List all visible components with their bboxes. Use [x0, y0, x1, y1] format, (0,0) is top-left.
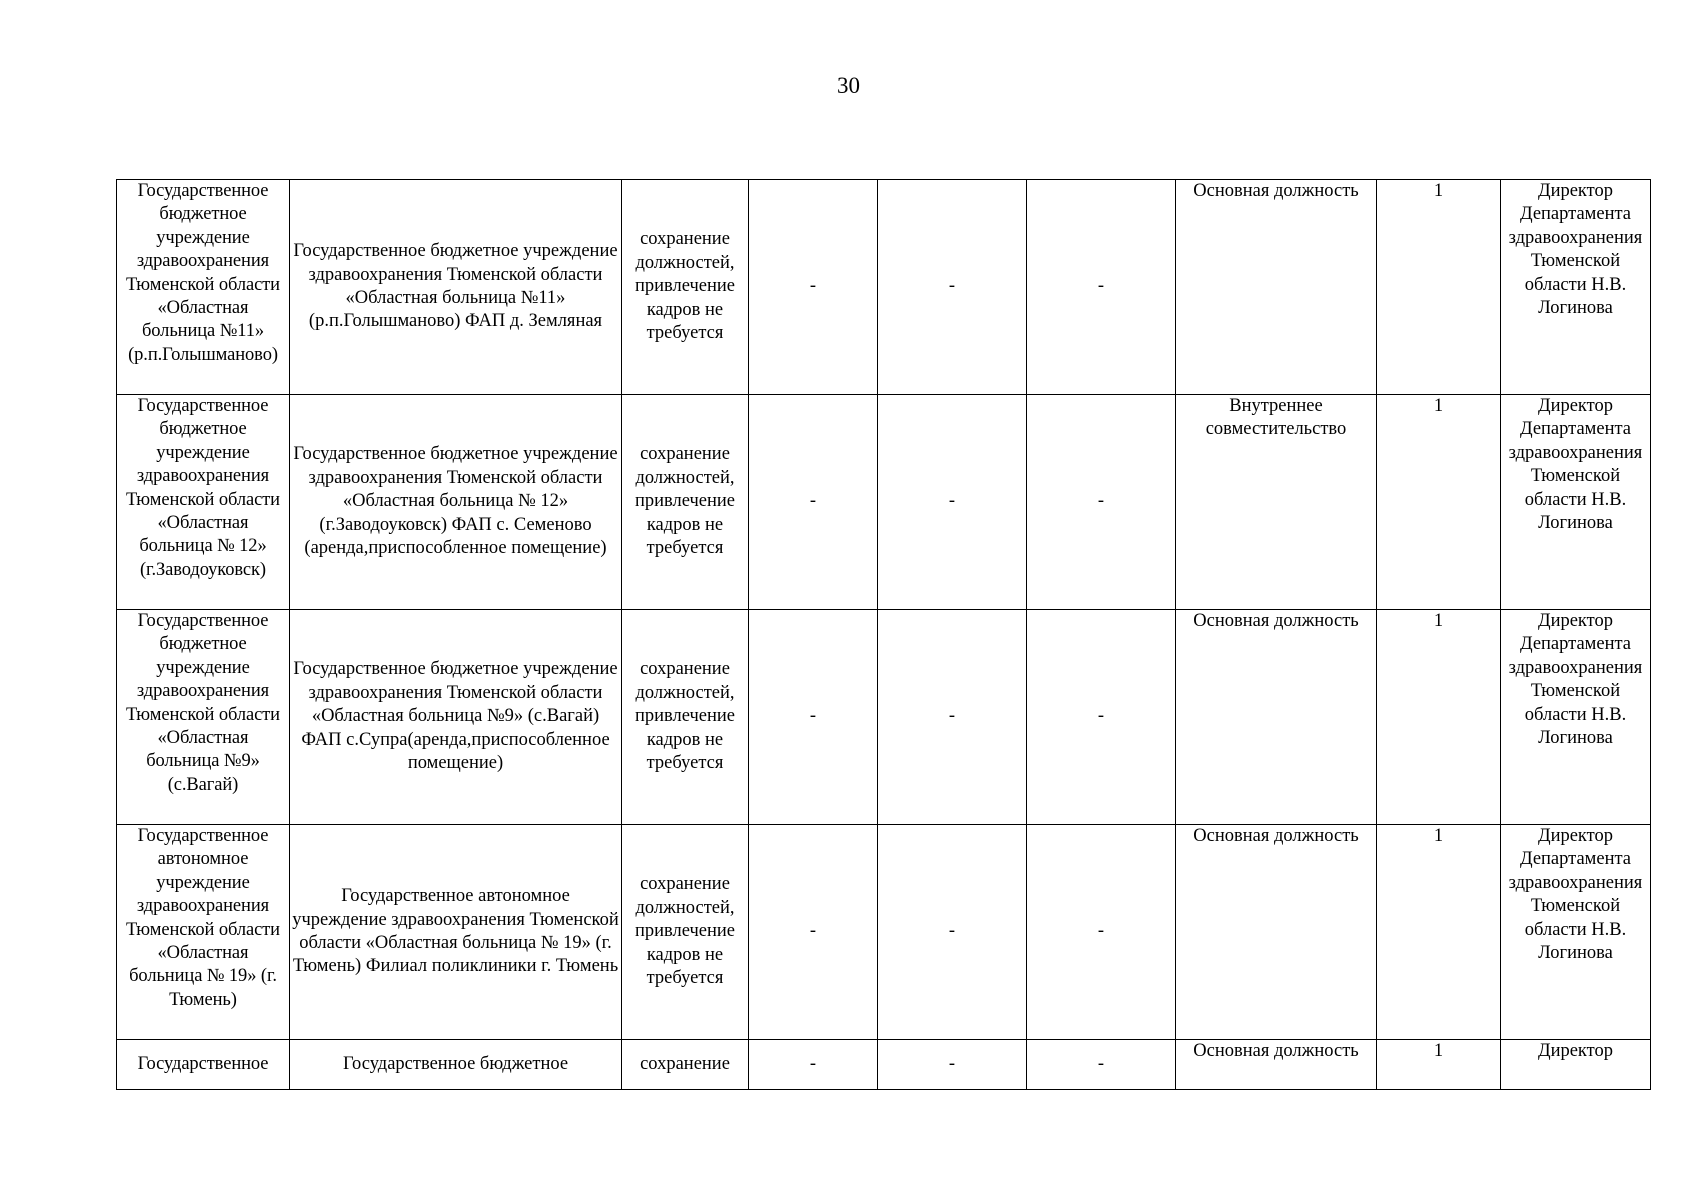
position-type-cell: Основная должность: [1176, 1040, 1377, 1090]
count-cell: 1: [1377, 610, 1501, 825]
dash-cell: -: [749, 825, 878, 1040]
dash-cell: -: [749, 395, 878, 610]
page-number: 30: [837, 73, 860, 98]
organization-cell: Государственное бюджетное учреждение здравоохранения Тюменской области «Областная больница №11» (р.п.Голышманово): [117, 180, 290, 395]
responsible-cell: Директор Департамента здравоохранения Тюменской области Н.В. Логинова: [1501, 610, 1651, 825]
dash-cell: -: [1027, 825, 1176, 1040]
position-type-cell: Внутреннее совместительство: [1176, 395, 1377, 610]
dash-cell: -: [878, 610, 1027, 825]
position-type-cell: Основная должность: [1176, 180, 1377, 395]
responsible-cell: Директор Департамента здравоохранения Тюменской области Н.В. Логинова: [1501, 395, 1651, 610]
organization-cell: Государственное бюджетное учреждение здравоохранения Тюменской области «Областная больница №9» (с.Вагай): [117, 610, 290, 825]
measure-cell: сохранение должностей, привлечение кадров не требуется: [622, 180, 749, 395]
table-row: [117, 610, 1651, 825]
dash-cell: -: [1027, 180, 1176, 395]
position-type-cell: Основная должность: [1176, 825, 1377, 1040]
count-cell: 1: [1377, 395, 1501, 610]
facility-cell: Государственное автономное учреждение здравоохранения Тюменской области «Областная больница № 19» (г. Тюмень) Филиал поликлиники г. Тюмень: [290, 825, 622, 1040]
dash-cell: -: [878, 1040, 1027, 1090]
dash-cell: -: [1027, 610, 1176, 825]
responsible-cell: Директор: [1501, 1040, 1651, 1090]
facility-cell: Государственное бюджетное учреждение здравоохранения Тюменской области «Областная больница № 12» (г.Заводоуковск) ФАП с. Семеново (аренда,приспособленное помещение): [290, 395, 622, 610]
dash-cell: -: [749, 1040, 878, 1090]
dash-cell: -: [878, 395, 1027, 610]
count-cell: 1: [1377, 180, 1501, 395]
position-type-cell: Основная должность: [1176, 610, 1377, 825]
dash-cell: -: [1027, 1040, 1176, 1090]
facility-cell: Государственное бюджетное: [290, 1040, 622, 1090]
measure-cell: сохранение должностей, привлечение кадров не требуется: [622, 825, 749, 1040]
measure-cell: сохранение должностей, привлечение кадров не требуется: [622, 610, 749, 825]
dash-cell: -: [878, 825, 1027, 1040]
table-row: [117, 825, 1651, 1040]
dash-cell: -: [749, 610, 878, 825]
responsible-cell: Директор Департамента здравоохранения Тюменской области Н.В. Логинова: [1501, 180, 1651, 395]
table-row: [117, 180, 1651, 395]
staffing-table: [116, 179, 1651, 1090]
dash-cell: -: [1027, 395, 1176, 610]
measure-cell: сохранение: [622, 1040, 749, 1090]
organization-cell: Государственное: [117, 1040, 290, 1090]
facility-cell: Государственное бюджетное учреждение здравоохранения Тюменской области «Областная больница №11» (р.п.Голышманово) ФАП д. Земляная: [290, 180, 622, 395]
measure-cell: сохранение должностей, привлечение кадров не требуется: [622, 395, 749, 610]
facility-cell: Государственное бюджетное учреждение здравоохранения Тюменской области «Областная больница №9» (с.Вагай) ФАП с.Супра(аренда,приспособленное помещение): [290, 610, 622, 825]
dash-cell: -: [878, 180, 1027, 395]
responsible-cell: Директор Департамента здравоохранения Тюменской области Н.В. Логинова: [1501, 825, 1651, 1040]
table-row: [117, 1040, 1651, 1090]
count-cell: 1: [1377, 825, 1501, 1040]
count-cell: 1: [1377, 1040, 1501, 1090]
organization-cell: Государственное бюджетное учреждение здравоохранения Тюменской области «Областная больница № 12» (г.Заводоуковск): [117, 395, 290, 610]
organization-cell: Государственное автономное учреждение здравоохранения Тюменской области «Областная больница № 19» (г. Тюмень): [117, 825, 290, 1040]
table-row: [117, 395, 1651, 610]
dash-cell: -: [749, 180, 878, 395]
